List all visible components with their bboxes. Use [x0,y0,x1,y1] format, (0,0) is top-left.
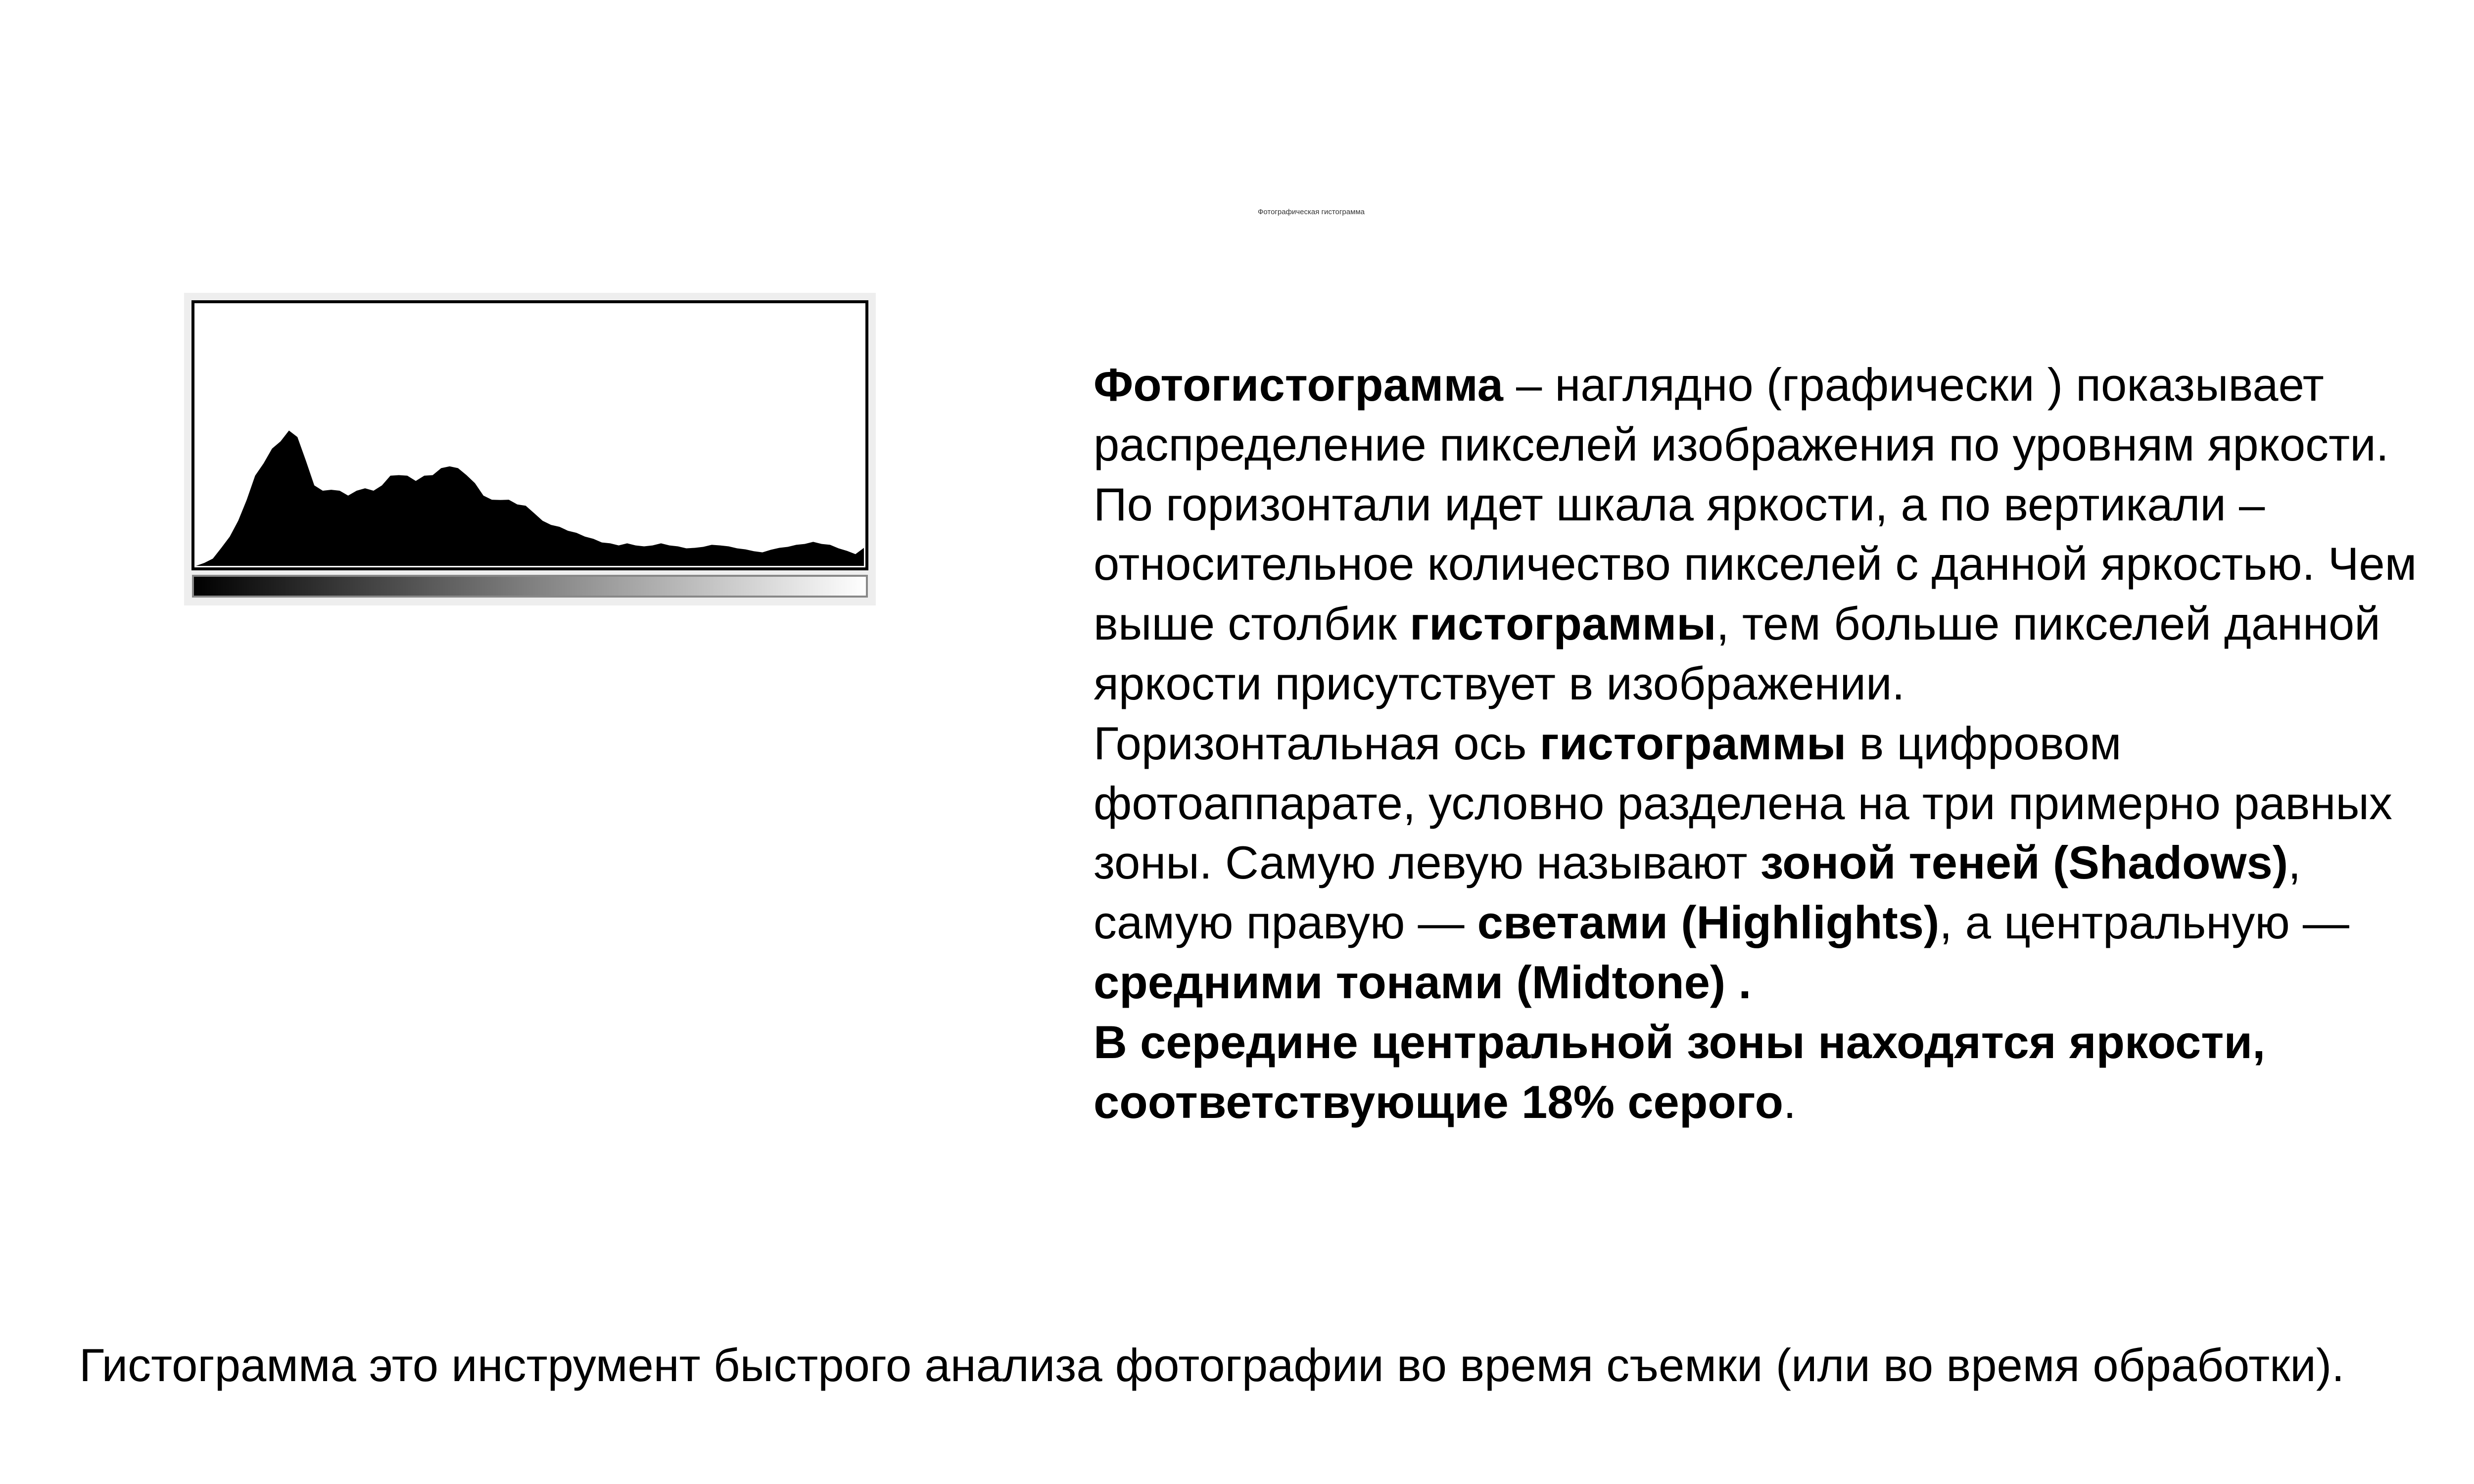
text-run: в цифровом фотоаппарате, условно разделена на три примерно равных зоны. Самую левую называют [1094,717,2392,889]
bold-text-run: В середине центральной зоны находятся яркости, соответствующие 18% серого [1094,1016,2266,1128]
histogram-image [184,293,876,605]
bold-text-run: зоной теней (Shadows) [1760,836,2288,889]
description-paragraph-3 [1094,1013,2429,1132]
text-run: . [1783,1075,1797,1128]
description-paragraph-2 [1094,714,2429,1013]
bold-text-run: средними тонами (Midtone) . [1094,956,1752,1008]
footer-text: Гистограмма это инструмент быстрого анализа фотографии во время съемки (или во время обработки). [79,1339,2345,1391]
bold-text-run: гистограммы [1539,717,1847,769]
text-run: , а центральную — [1939,896,2349,949]
description-text [1094,355,2429,1132]
slide-title: Фотографическая гистограмма [1257,208,1365,216]
text-run: – наглядно (графически ) показывает распределение пикселей изображения по уровням яркости. По горизонтали идет шкала яркости, а по вертикали – относительное количество пикселей с данной яркостью. Чем выше столбик [1094,359,2417,650]
bold-text-run: светами (Highlights) [1477,896,1940,949]
bold-text-run: гистограммы [1409,598,1716,650]
description-paragraph-1 [1094,355,2429,714]
bold-text-run: Фотогистограмма [1094,359,1503,411]
text-run: Горизонтальная ось [1094,717,1540,769]
text-run: , самую правую — [1094,836,2301,949]
text-run: , тем больше пикселей данной яркости присутствует в изображении. [1094,598,2380,709]
brightness-gradient-bar [193,576,867,597]
